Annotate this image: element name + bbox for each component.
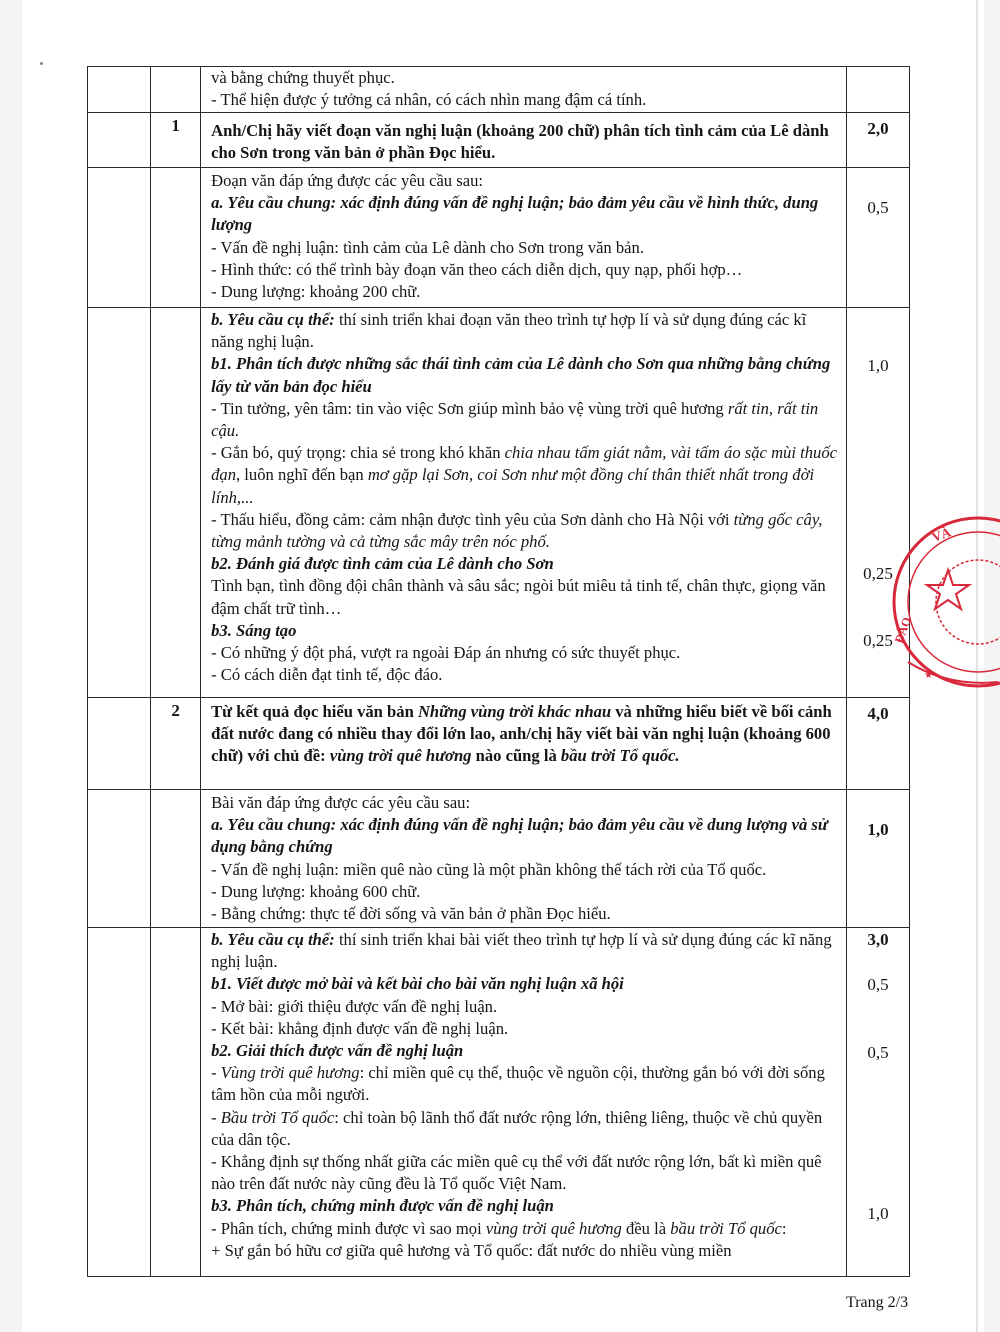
stamp-small-star-icon: ★ (924, 670, 933, 681)
criteria-cell: và bằng chứng thuyết phục. - Thể hiện được ý tưởng cá nhân, có cách nhìn mang đậm cá tính. (201, 67, 847, 113)
criteria-score: 1,0 0,25 0,25 (846, 308, 909, 698)
question-number: 1 (151, 113, 201, 168)
question-score: 2,0 (846, 113, 909, 168)
criteria-score: 3,0 0,5 0,5 1,0 (846, 928, 909, 1277)
criteria-cell: b. Yêu cầu cụ thể: thí sinh triển khai bài viết theo trình tự hợp lí và sử dụng đúng các kĩ năng nghị luận. b1. Viết được mở bài và kết bài cho bài văn nghị luận xã hội - Mở bài: giới thiệu được vấn đề nghị luận. - Kết bài: khẳng định được vấn đề nghị luận. b2. Giải thích được vấn đề nghị luận - Vùng trời quê hương: chỉ miền quê cụ thể, thuộc về nguồn cội, thường gắn bó với đời sống tâm hồn của mỗi người. - Bầu trời Tổ quốc: chỉ toàn bộ lãnh thổ đất nước rộng lớn, thiêng liêng, thuộc về chủ quyền của dân tộc. - Khẳng định sự thống nhất giữa các miền quê cụ thể với đất nước rộng lớn, bất kì miền quê nào trên đất nước này cũng đều là Tổ quốc Việt Nam. b3. Phân tích, chứng minh được vấn đề nghị luận - Phân tích, chứng minh được vì sao mọi vùng trời quê hương đều là bầu trời Tổ quốc: + Sự gắn bó hữu cơ giữa quê hương và Tổ quốc: đất nước do nhiều vùng miền (201, 928, 847, 1277)
b3-heading: b3. Sáng tạo (211, 620, 297, 640)
stamp-text-top: VÀ (929, 524, 953, 545)
question-prompt: Anh/Chị hãy viết đoạn văn nghị luận (khoảng 200 chữ) phân tích tình cảm của Lê dành cho Sơn trong văn bản ở phần Đọc hiểu. (201, 113, 847, 168)
question-prompt: Từ kết quả đọc hiểu văn bản Những vùng trời khác nhau và những hiểu biết về bối cảnh đất nước đang có nhiều thay đổi lớn lao, anh/chị hãy viết bài văn nghị luận (khoảng 600 chữ) với chủ đề: vùng trời quê hương nào cũng là bầu trời Tổ quốc. (201, 698, 847, 790)
b2-heading: b2. Giải thích được vấn đề nghị luận (211, 1041, 464, 1061)
criteria-cell: b. Yêu cầu cụ thể: thí sinh triển khai đoạn văn theo trình tự hợp lí và sử dụng đúng các kĩ năng nghị luận. b1. Phân tích được những sắc thái tình cảm của Lê dành cho Sơn qua những bằng chứng lấy từ văn bản đọc hiểu - Tin tưởng, yên tâm: tin vào việc Sơn giúp mình bảo vệ vùng trời quê hương rất tin, rất tin cậu. - Gắn bó, quý trọng: chia sẻ trong khó khăn chia nhau tấm giát nằm, vài tấm áo sặc mùi thuốc đạn, luôn nghĩ đến bạn mơ gặp lại Sơn, coi Sơn như một đồng chí thân thiết nhất trong đời lính,... - Thấu hiểu, đồng cảm: cảm nhận được tình yêu của Sơn dành cho Hà Nội với từng gốc cây, từng mảnh tường và cả từng sắc mây trên nóc phố. b2. Đánh giá được tình cảm của Lê dành cho Sơn Tình bạn, tình đồng đội chân thành và sâu sắc; ngòi bút miêu tả tinh tế, chân thực, giọng văn đậm chất trữ tình… b3. Sáng tạo - Có những ý đột phá, vượt ra ngoài Đáp án nhưng có sức thuyết phục. - Có cách diễn đạt tinh tế, độc đáo. (201, 308, 847, 698)
b1-heading: b1. Phân tích được những sắc thái tình cảm của Lê dành cho Sơn qua những bằng chứng lấy từ văn bản đọc hiểu (211, 354, 831, 396)
star-icon (927, 570, 969, 609)
requirement-general-row (88, 790, 910, 928)
stamp-outer-ring (891, 518, 1000, 686)
speck (40, 62, 43, 65)
criteria-cell: Bài văn đáp ứng được các yêu cầu sau: a. Yêu cầu chung: xác định đúng vấn đề nghị luận; bảo đảm yêu cầu về dung lượng và sử dụng bằng chứng - Vấn đề nghị luận: miền quê nào cũng là một phần không thể tách rời của Tổ quốc. - Dung lượng: khoảng 600 chữ. - Bằng chứng: thực tế đời sống và văn bản ở phần Đọc hiểu. (201, 790, 847, 928)
table-row (88, 67, 910, 113)
requirement-general-row (88, 168, 910, 308)
answer-key-table (87, 66, 910, 1277)
criteria-score: 1,0 (846, 790, 909, 928)
criteria-cell: Đoạn văn đáp ứng được các yêu cầu sau: a. Yêu cầu chung: xác định đúng vấn đề nghị luận; bảo đảm yêu cầu về hình thức, dung lượng - Vấn đề nghị luận: tình cảm của Lê dành cho Sơn trong văn bản. - Hình thức: có thể trình bày đoạn văn theo cách diễn dịch, quy nạp, phối hợp… - Dung lượng: khoảng 200 chữ. (201, 168, 847, 308)
question-score: 4,0 (846, 698, 909, 790)
requirement-specific-row (88, 928, 910, 1277)
question-2-row (88, 698, 910, 790)
stamp-inner-ring (908, 532, 1000, 672)
page-number: Trang 2/3 (846, 1294, 909, 1311)
requirement-specific-row (88, 308, 910, 698)
question-number: 2 (151, 698, 201, 790)
b2-heading: b2. Đánh giá được tình cảm của Lê dành cho Sơn (211, 554, 554, 574)
criteria-score: 0,5 (846, 168, 909, 308)
red-seal-stamp (888, 512, 1000, 692)
stamp-text-side: ĐÀO (891, 615, 914, 646)
question-1-row (88, 113, 910, 168)
b1-heading: b1. Viết được mở bài và kết bài cho bài văn nghị luận xã hội (211, 974, 624, 994)
b3-heading: b3. Phân tích, chứng minh được vấn đề nghị luận (211, 1196, 554, 1216)
